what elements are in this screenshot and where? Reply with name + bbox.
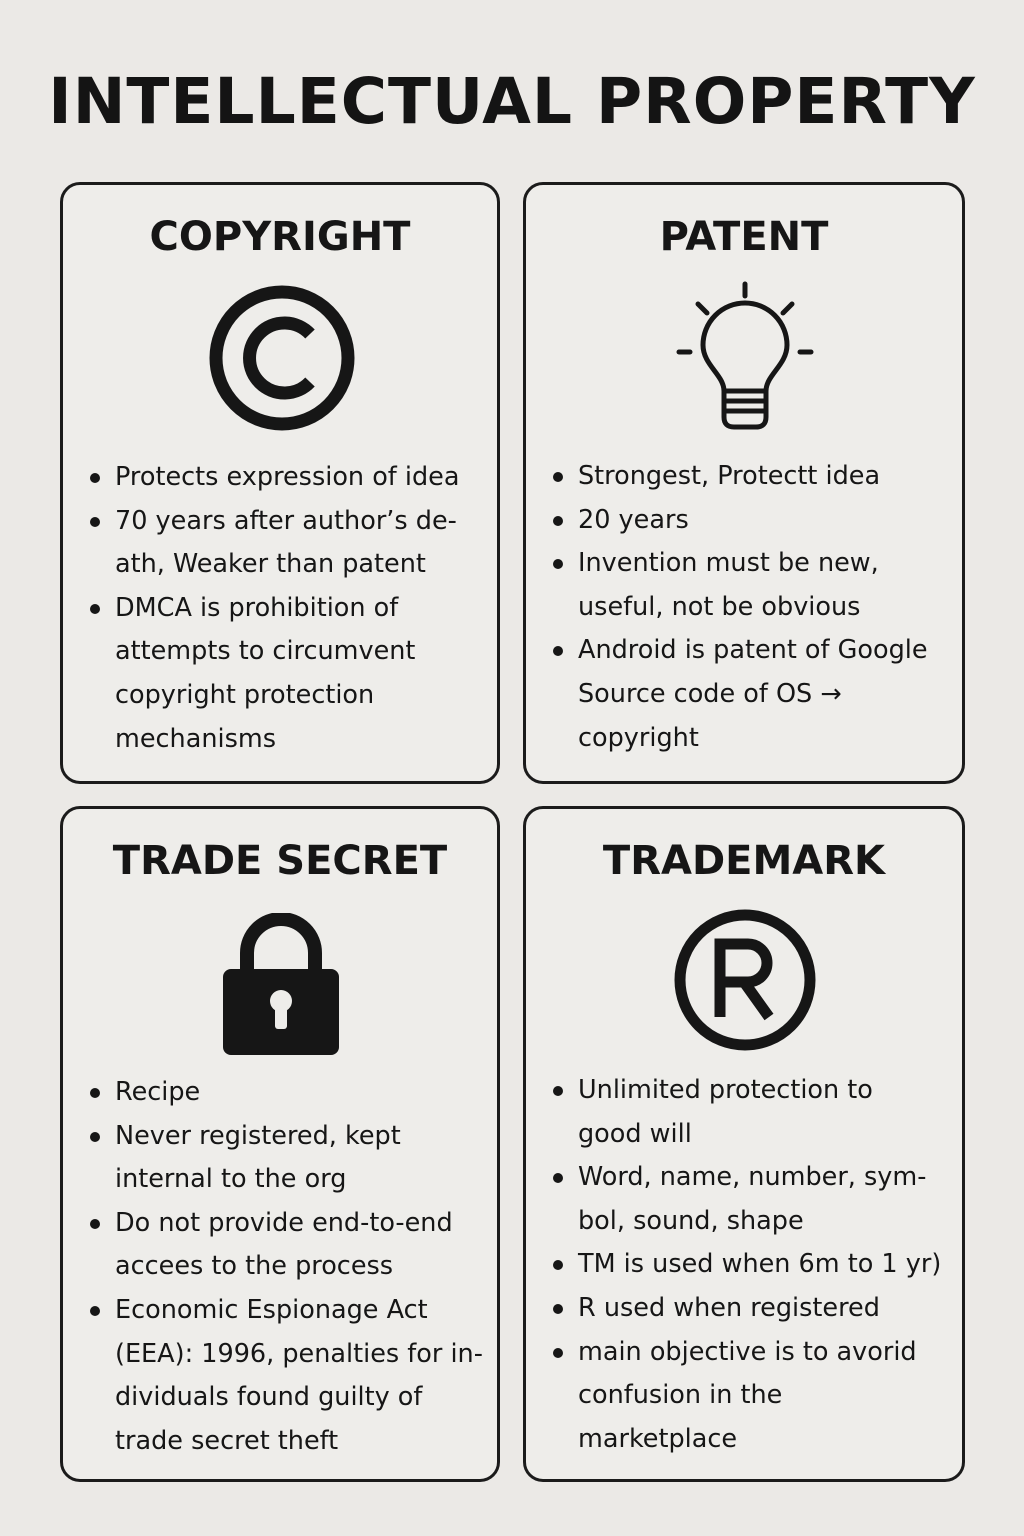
list-item: Never registered, kept internal to the org	[63, 1115, 487, 1202]
trademark-bullets	[526, 1069, 952, 1461]
list-item: Do not provide end-to-end accees to the process	[63, 1202, 487, 1289]
trademark-card	[523, 806, 965, 1482]
card-title-trademark: TRADEMARK	[602, 838, 886, 884]
list-item: Recipe	[63, 1071, 487, 1115]
page-title: INTELLECTUAL PROPERTY	[48, 65, 976, 138]
copyright-icon	[207, 283, 357, 433]
copyright-bullets	[63, 456, 487, 761]
lightbulb-icon	[672, 281, 822, 439]
list-item: Invention must be new, useful, not be obvious	[526, 542, 952, 629]
list-item: Word, name, number, sym- bol, sound, shape	[526, 1156, 952, 1243]
list-item: 20 years	[526, 499, 952, 543]
patent-bullets	[526, 455, 952, 760]
trade-secret-card	[60, 806, 500, 1482]
padlock-icon	[221, 913, 341, 1057]
copyright-card	[60, 182, 500, 784]
list-item: R used when registered	[526, 1287, 952, 1331]
list-item: Unlimited protection to good will	[526, 1069, 952, 1156]
registered-trademark-icon	[672, 907, 818, 1053]
list-item: Strongest, Protectt idea	[526, 455, 952, 499]
list-item: DMCA is prohibition of attempts to circumvent copyright protection mechanisms	[63, 587, 487, 761]
list-item: 70 years after author’s de- ath, Weaker than patent	[63, 500, 487, 587]
card-title-patent: PATENT	[659, 214, 829, 260]
list-item: main objective is to avorid confusion in the marketplace	[526, 1331, 952, 1462]
patent-card	[523, 182, 965, 784]
trade-secret-bullets	[63, 1071, 487, 1463]
list-item: Economic Espionage Act (EEA): 1996, penalties for in- dividuals found guilty of trade secret theft	[63, 1289, 487, 1463]
card-title-copyright: COPYRIGHT	[149, 214, 411, 260]
list-item: TM is used when 6m to 1 yr)	[526, 1243, 952, 1287]
card-title-trade-secret: TRADE SECRET	[112, 838, 448, 884]
list-item: Protects expression of idea	[63, 456, 487, 500]
list-item: Android is patent of Google Source code of OS → copyright	[526, 629, 952, 760]
